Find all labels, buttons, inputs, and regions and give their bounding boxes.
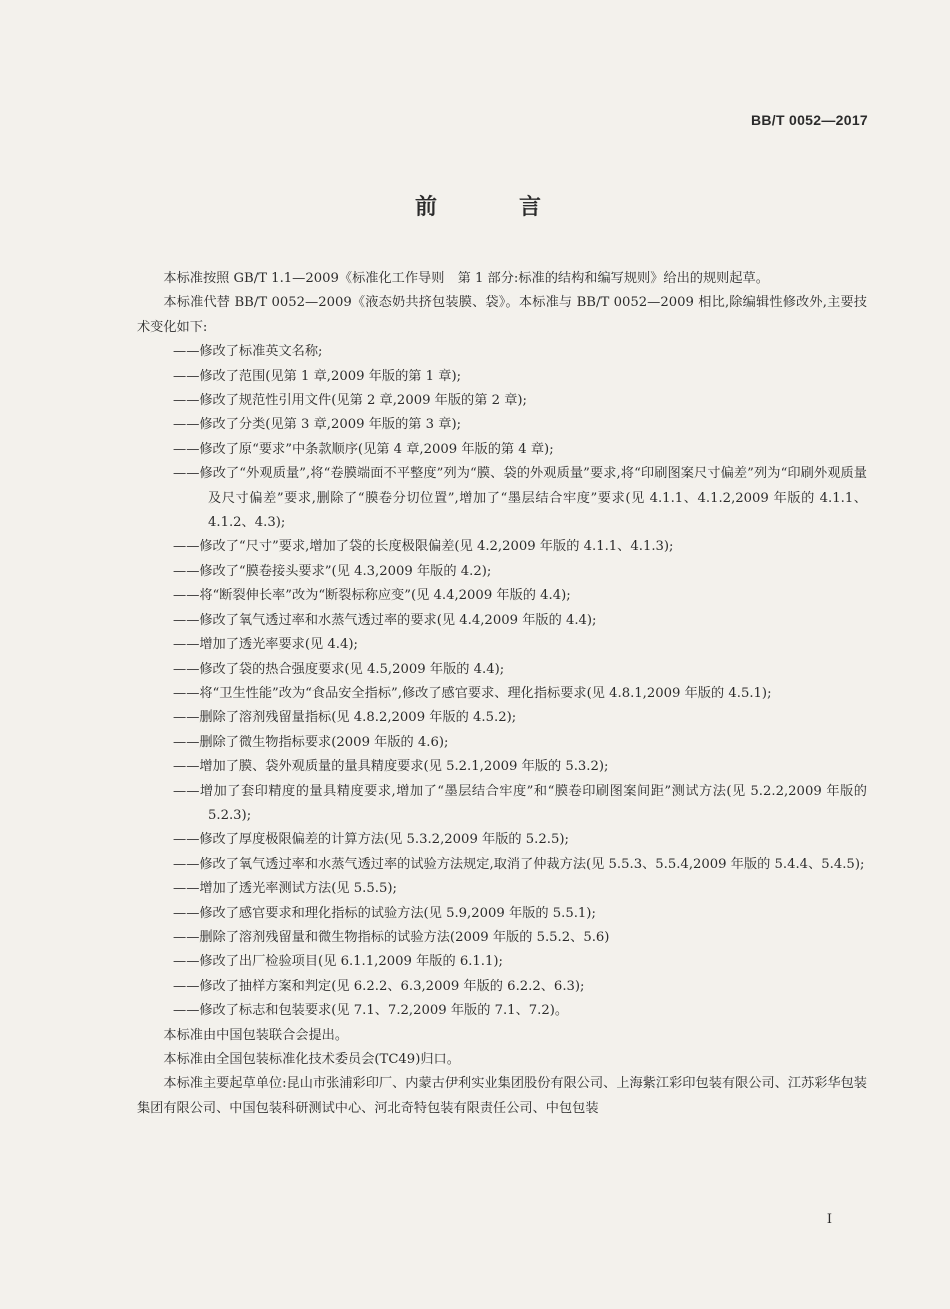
change-list xyxy=(137,340,867,1023)
list-item: ——修改了袋的热合强度要求(见 4.5,2009 年版的 4.4); xyxy=(173,661,505,677)
paragraph-replacement: 本标准代替 BB/T 0052—2009《液态奶共挤包装膜、袋》。本标准与 BB/T 0052—2009 相比,除编辑性修改外,主要技术变化如下: xyxy=(137,295,867,335)
standard-code: BB/T 0052—2017 xyxy=(750,112,868,128)
page-title: 前 言 xyxy=(414,195,571,220)
list-item: ——修改了原“要求”中条款顺序(见第 4 章,2009 年版的第 4 章); xyxy=(173,441,554,457)
list-item: ——修改了范围(见第 1 章,2009 年版的第 1 章); xyxy=(173,368,462,384)
list-item: ——将“卫生性能”改为“食品安全指标”,修改了感官要求、理化指标要求(见 4.8.1,2009 年版的 4.5.1); xyxy=(173,685,772,701)
list-item: ——增加了套印精度的量具精度要求,增加了“墨层结合牢度”和“膜卷印刷图案间距”测试方法(见 5.2.2,2009 年版的 5.2.3); xyxy=(173,783,867,823)
paragraph-proposer: 本标准由中国包装联合会提出。 xyxy=(163,1027,349,1043)
paragraph-committee: 本标准由全国包装标准化技术委员会(TC49)归口。 xyxy=(163,1052,460,1067)
list-item: ——修改了“尺寸”要求,增加了袋的长度极限偏差(见 4.2,2009 年版的 4.1.1、4.1.3); xyxy=(173,539,674,555)
document-body xyxy=(137,267,867,1121)
list-item: ——将“断裂伸长率”改为“断裂标称应变”(见 4.4,2009 年版的 4.4); xyxy=(173,588,571,604)
list-item: ——修改了氧气透过率和水蒸气透过率的试验方法规定,取消了仲裁方法(见 5.5.3、5.5.4,2009 年版的 5.4.4、5.4.5); xyxy=(173,856,865,872)
list-item: ——修改了分类(见第 3 章,2009 年版的第 3 章); xyxy=(173,417,462,433)
list-item: ——修改了“膜卷接头要求”(见 4.3,2009 年版的 4.2); xyxy=(173,563,492,579)
list-item: ——修改了出厂检验项目(见 6.1.1,2009 年版的 6.1.1); xyxy=(173,954,503,970)
paragraph-drafting-rules: 本标准按照 GB/T 1.1—2009《标准化工作导则 第 1 部分:标准的结构和编写规则》给出的规则起草。 xyxy=(163,271,769,286)
list-item: ——修改了厚度极限偏差的计算方法(见 5.3.2,2009 年版的 5.2.5); xyxy=(173,832,569,848)
paragraph-drafting-units: 本标准主要起草单位:昆山市张浦彩印厂、内蒙古伊利实业集团股份有限公司、上海紫江彩印包装有限公司、江苏彩华包装集团有限公司、中国包装科研测试中心、河北奇特包装有限责任公司、中包包装 xyxy=(137,1076,867,1116)
list-item: ——修改了“外观质量”,将“卷膜端面不平整度”列为“膜、袋的外观质量”要求,将“印刷图案尺寸偏差”列为“印刷外观质量及尺寸偏差”要求,删除了“膜卷分切位置”,增加了“墨层结合牢度”要求(见 4.1.1、4.1.2,2009 年版的 4.1.1、4.1.2、4.3); xyxy=(173,466,867,531)
list-item: ——修改了氧气透过率和水蒸气透过率的要求(见 4.4,2009 年版的 4.4); xyxy=(173,612,597,628)
list-item: ——删除了溶剂残留量指标(见 4.8.2,2009 年版的 4.5.2); xyxy=(173,710,517,726)
page-number: I xyxy=(826,1212,832,1227)
list-item: ——修改了标志和包装要求(见 7.1、7.2,2009 年版的 7.1、7.2)。 xyxy=(173,1003,569,1019)
list-item: ——修改了规范性引用文件(见第 2 章,2009 年版的第 2 章); xyxy=(173,393,527,409)
list-item: ——修改了标准英文名称; xyxy=(173,344,323,360)
list-item: ——增加了透光率测试方法(见 5.5.5); xyxy=(173,881,397,897)
list-item: ——修改了感官要求和理化指标的试验方法(见 5.9,2009 年版的 5.5.1); xyxy=(173,905,596,921)
list-item: ——修改了抽样方案和判定(见 6.2.2、6.3,2009 年版的 6.2.2、6.3); xyxy=(173,978,585,994)
list-item: ——增加了透光率要求(见 4.4); xyxy=(173,637,358,653)
list-item: ——删除了微生物指标要求(2009 年版的 4.6); xyxy=(173,734,449,750)
list-item: ——删除了溶剂残留量和微生物指标的试验方法(2009 年版的 5.5.2、5.6) xyxy=(173,929,610,945)
list-item: ——增加了膜、袋外观质量的量具精度要求(见 5.2.1,2009 年版的 5.3.2); xyxy=(173,759,609,775)
